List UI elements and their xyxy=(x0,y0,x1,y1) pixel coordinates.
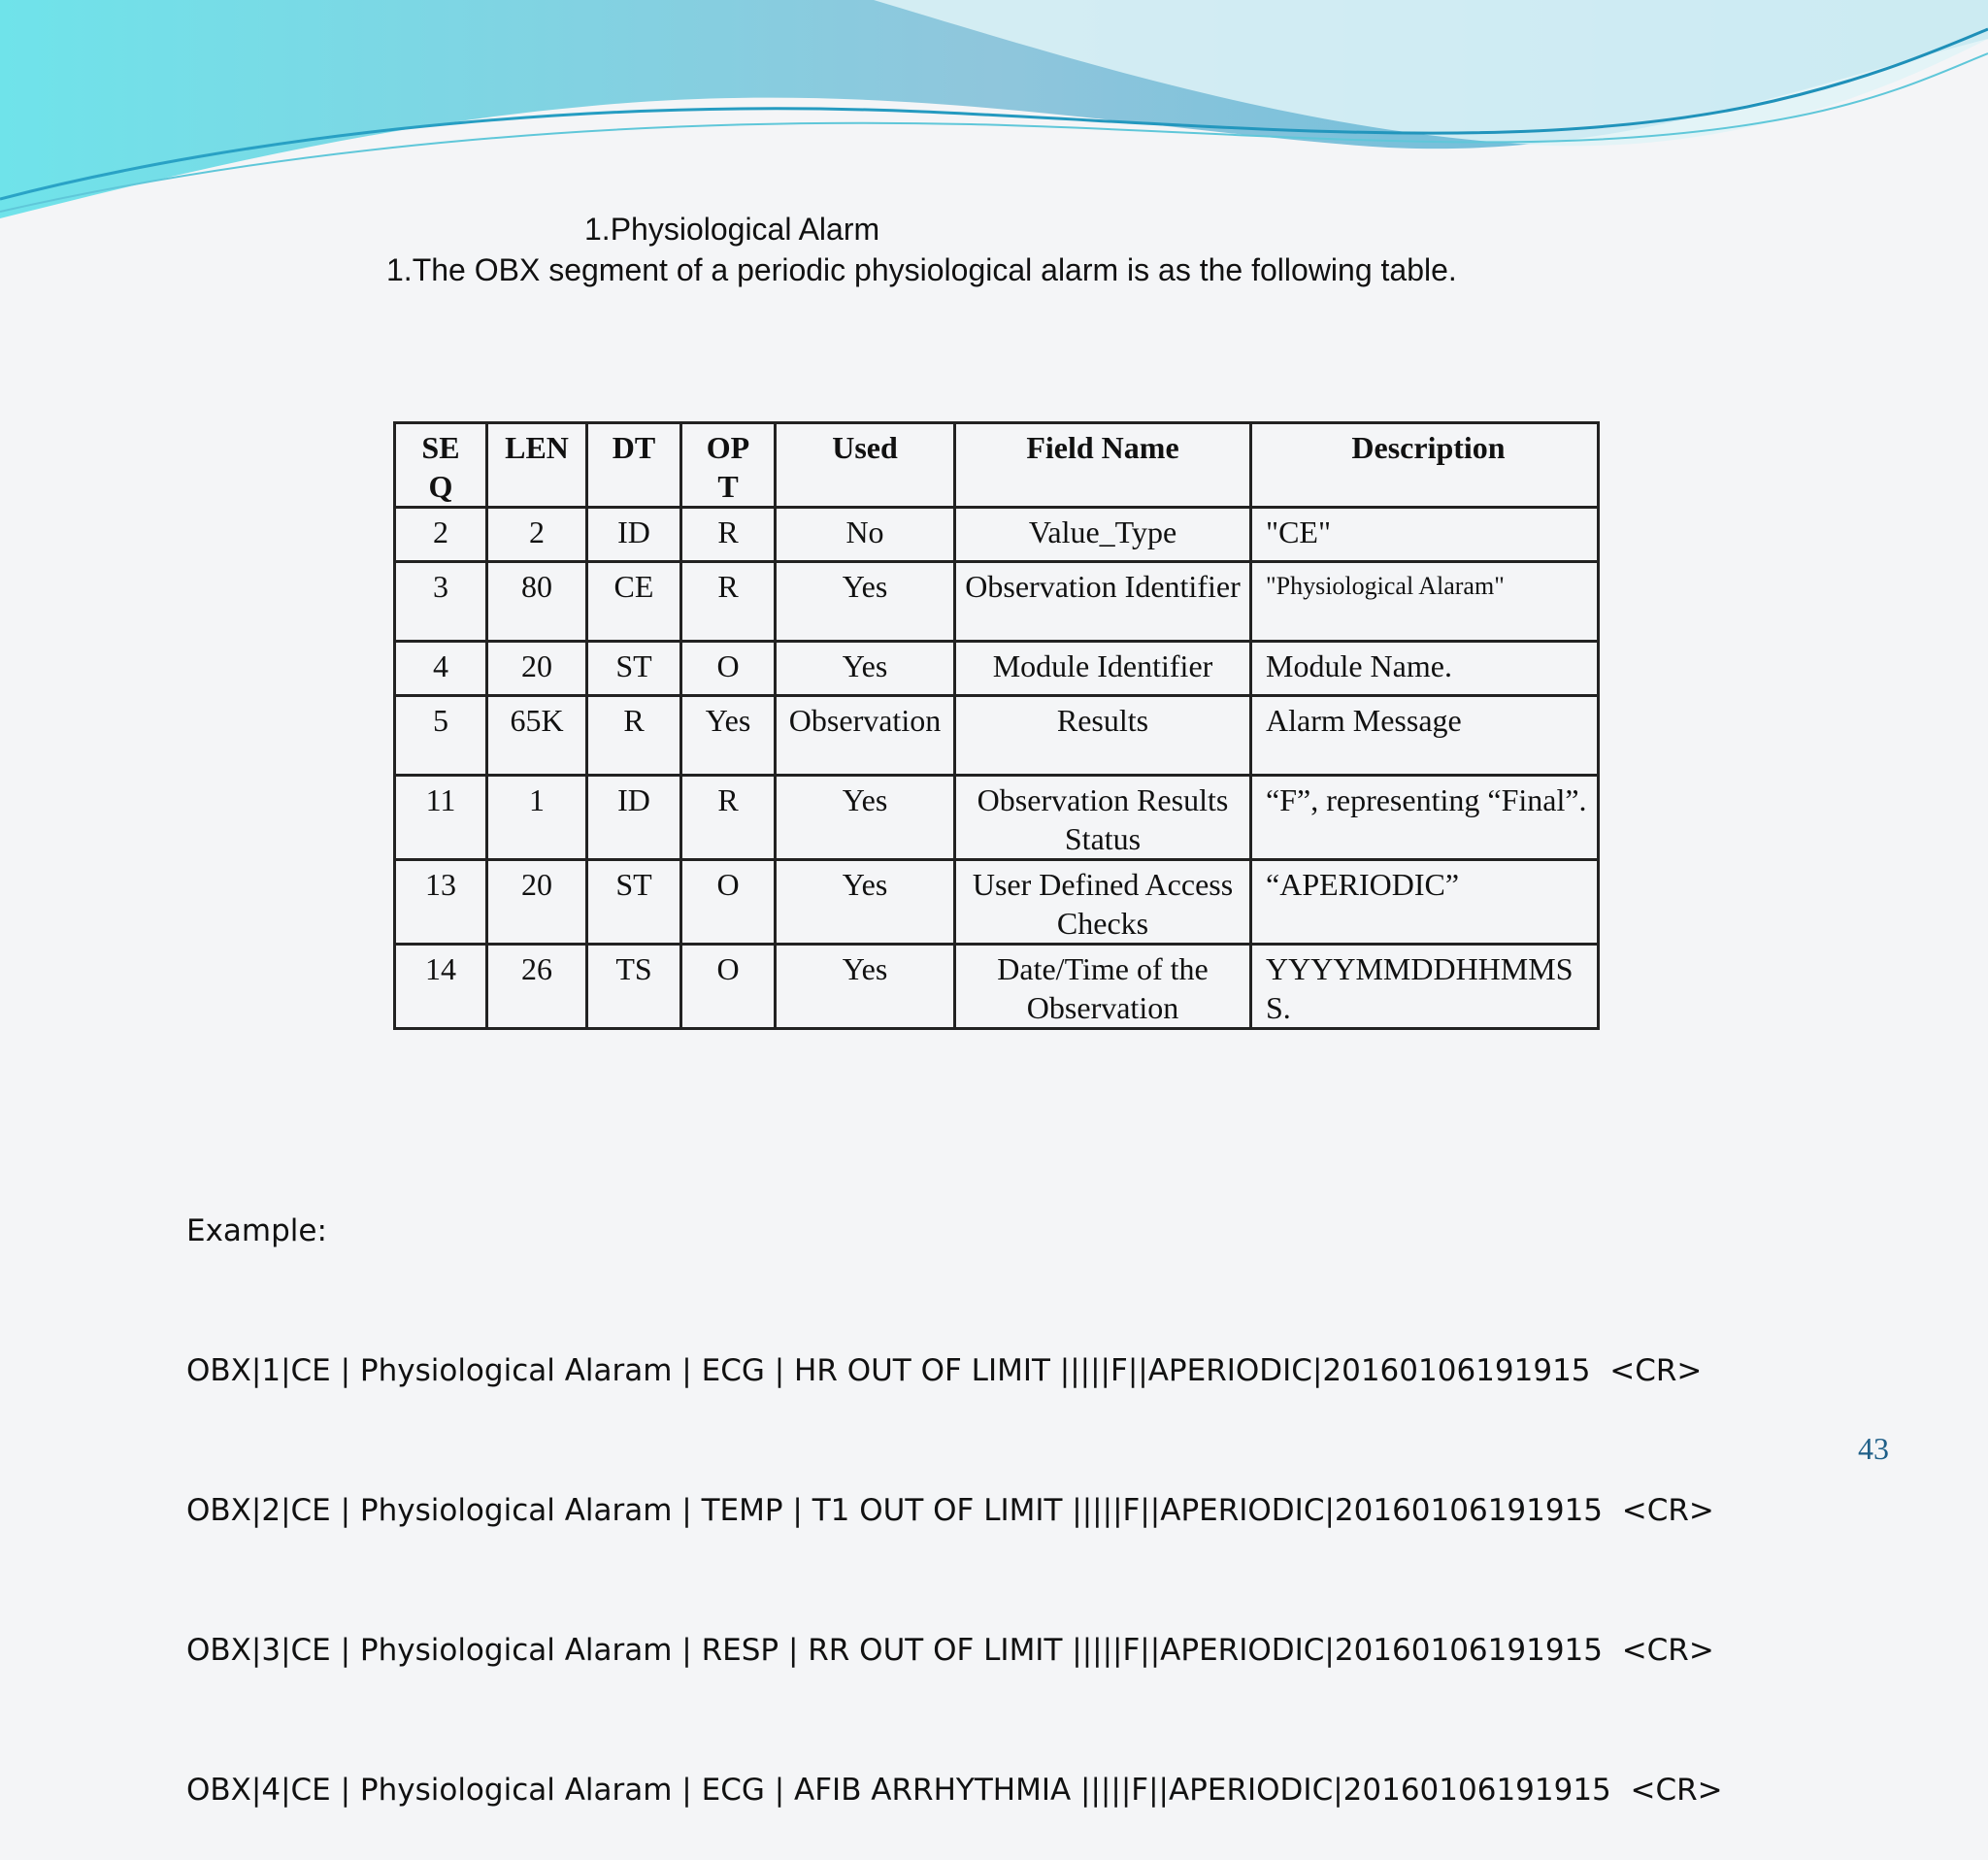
cell-field-name: Observation Identifier xyxy=(955,562,1251,642)
cell-field-name: Observation Results Status xyxy=(955,776,1251,860)
cell-description: Module Name. xyxy=(1251,642,1599,696)
cell-field-name: Date/Time of the Observation xyxy=(955,945,1251,1029)
cell-seq: 3 xyxy=(395,562,487,642)
heading-line-2: 1.The OBX segment of a periodic physiological alarm is as the following table. xyxy=(386,252,1457,287)
cell-dt: CE xyxy=(587,562,681,642)
table-header-row xyxy=(395,423,1599,508)
heading-line-1: 1.Physiological Alarm xyxy=(584,212,880,247)
table-row xyxy=(395,696,1599,776)
table-row xyxy=(395,562,1599,642)
cell-field-name: User Defined Access Checks xyxy=(955,860,1251,945)
cell-opt: O xyxy=(681,642,776,696)
cell-len: 2 xyxy=(487,508,587,562)
cell-field-name: Value_Type xyxy=(955,508,1251,562)
cell-used: Observation xyxy=(776,696,955,776)
header-len: LEN xyxy=(487,423,587,508)
cell-seq: 2 xyxy=(395,508,487,562)
cell-len: 1 xyxy=(487,776,587,860)
cell-dt: R xyxy=(587,696,681,776)
cell-opt: O xyxy=(681,945,776,1029)
header-description: Description xyxy=(1251,423,1599,508)
cell-used: No xyxy=(776,508,955,562)
cell-description: "CE" xyxy=(1251,508,1599,562)
cell-opt: R xyxy=(681,776,776,860)
cell-description: YYYYMMDDHHMMSS. xyxy=(1251,945,1599,1029)
example-line-1: OBX|1|CE | Physiological Alaram | ECG | HR OUT OF LIMIT |||||F||APERIODIC|20160106191915 <CR> xyxy=(186,1353,1703,1388)
cell-seq: 5 xyxy=(395,696,487,776)
table-row xyxy=(395,776,1599,860)
cell-dt: ID xyxy=(587,508,681,562)
example-line-3: OBX|3|CE | Physiological Alaram | RESP | RR OUT OF LIMIT |||||F||APERIODIC|20160106191915 <CR> xyxy=(186,1633,1714,1668)
header-wave-decoration xyxy=(0,0,1988,233)
cell-description: "Physiological Alaram" xyxy=(1251,562,1599,642)
example-block xyxy=(186,1114,1723,1860)
cell-used: Yes xyxy=(776,776,955,860)
cell-description: “APERIODIC” xyxy=(1251,860,1599,945)
cell-dt: ID xyxy=(587,776,681,860)
cell-opt: Yes xyxy=(681,696,776,776)
cell-dt: ST xyxy=(587,642,681,696)
cell-len: 20 xyxy=(487,642,587,696)
header-used: Used xyxy=(776,423,955,508)
cell-len: 80 xyxy=(487,562,587,642)
cell-used: Yes xyxy=(776,642,955,696)
cell-opt: O xyxy=(681,860,776,945)
table-row xyxy=(395,508,1599,562)
header-seq: SE Q xyxy=(395,423,487,508)
cell-description: Alarm Message xyxy=(1251,696,1599,776)
cell-len: 20 xyxy=(487,860,587,945)
cell-used: Yes xyxy=(776,860,955,945)
table-row xyxy=(395,642,1599,696)
cell-seq: 4 xyxy=(395,642,487,696)
cell-field-name: Module Identifier xyxy=(955,642,1251,696)
cell-dt: TS xyxy=(587,945,681,1029)
cell-len: 65K xyxy=(487,696,587,776)
cell-used: Yes xyxy=(776,945,955,1029)
page-number: 43 xyxy=(1858,1431,1889,1466)
cell-dt: ST xyxy=(587,860,681,945)
cell-field-name: Results xyxy=(955,696,1251,776)
table-row xyxy=(395,860,1599,945)
cell-description: “F”, representing “Final”. xyxy=(1251,776,1599,860)
example-line-4: OBX|4|CE | Physiological Alaram | ECG | AFIB ARRHYTHMIA |||||F||APERIODIC|20160106191915 <CR> xyxy=(186,1773,1723,1808)
obx-field-table xyxy=(393,421,1600,1030)
header-dt: DT xyxy=(587,423,681,508)
header-field-name: Field Name xyxy=(955,423,1251,508)
cell-seq: 14 xyxy=(395,945,487,1029)
example-label: Example: xyxy=(186,1213,327,1248)
header-opt: OP T xyxy=(681,423,776,508)
cell-len: 26 xyxy=(487,945,587,1029)
cell-seq: 13 xyxy=(395,860,487,945)
cell-opt: R xyxy=(681,562,776,642)
cell-used: Yes xyxy=(776,562,955,642)
example-line-2: OBX|2|CE | Physiological Alaram | TEMP | T1 OUT OF LIMIT |||||F||APERIODIC|20160106191915 <CR> xyxy=(186,1493,1714,1528)
cell-opt: R xyxy=(681,508,776,562)
cell-seq: 11 xyxy=(395,776,487,860)
table-row xyxy=(395,945,1599,1029)
